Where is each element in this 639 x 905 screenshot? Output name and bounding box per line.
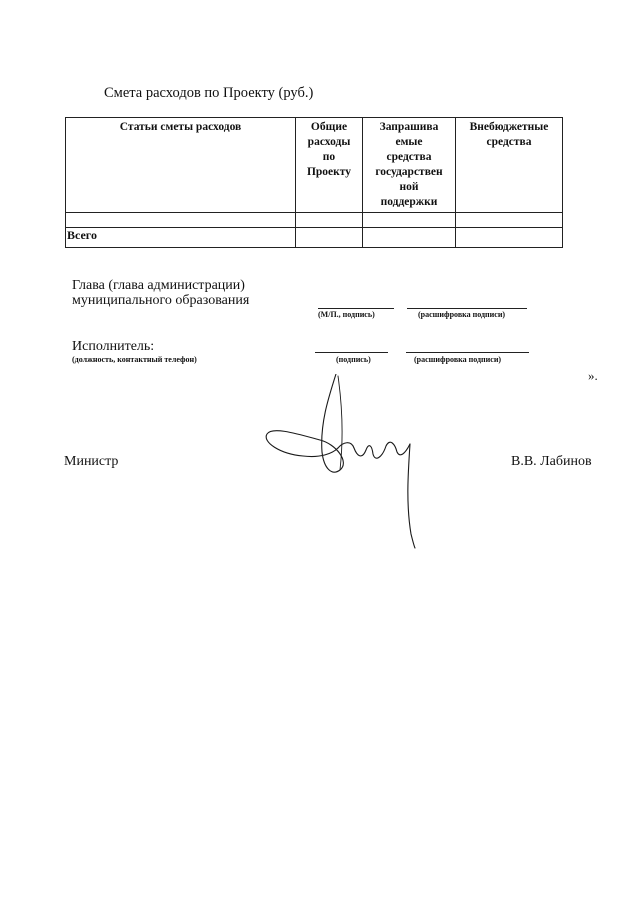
header-line: расходы bbox=[307, 136, 351, 148]
budget-table bbox=[65, 117, 563, 248]
table-cell bbox=[296, 213, 363, 228]
executor-signature-line bbox=[315, 352, 388, 353]
header-line: ной bbox=[399, 181, 419, 193]
table-cell bbox=[363, 213, 456, 228]
minister-name: В.В. Лабинов bbox=[511, 454, 592, 469]
executor-sublabel: (должность, контактный телефон) bbox=[72, 355, 197, 364]
header-cell bbox=[66, 118, 296, 213]
head-decode-line bbox=[407, 308, 527, 309]
header-line: Запрашива bbox=[379, 121, 439, 133]
header-cell bbox=[456, 118, 563, 213]
closing-quote: ». bbox=[588, 368, 598, 383]
head-title-line1: Глава (глава администрации) bbox=[72, 278, 245, 293]
table-cell bbox=[456, 213, 563, 228]
header-line: емые bbox=[395, 136, 423, 148]
head-title-line2: муниципального образования bbox=[72, 293, 250, 308]
table-cell bbox=[363, 228, 456, 248]
executor-sign-caption: (подпись) bbox=[336, 355, 371, 364]
header-line: средства bbox=[486, 136, 532, 148]
header-line: по bbox=[322, 151, 336, 163]
header-line: Внебюджетные bbox=[469, 121, 549, 133]
total-label: Всего bbox=[66, 228, 296, 248]
executor-label: Исполнитель: bbox=[72, 339, 155, 354]
table-cell bbox=[66, 213, 296, 228]
executor-decode-caption: (расшифровка подписи) bbox=[414, 355, 502, 364]
page-title: Смета расходов по Проекту (руб.) bbox=[104, 85, 314, 101]
table-header-row bbox=[66, 118, 563, 213]
header-line: поддержки bbox=[380, 196, 438, 208]
table-row bbox=[66, 213, 563, 228]
header-line: средства bbox=[386, 151, 432, 163]
table-cell bbox=[296, 228, 363, 248]
header-line: Проекту bbox=[306, 166, 352, 178]
table-total-row bbox=[66, 228, 563, 248]
header-cell bbox=[296, 118, 363, 213]
header-line: Статьи сметы расходов bbox=[119, 121, 242, 133]
header-line: Общие bbox=[310, 121, 348, 133]
table-cell bbox=[456, 228, 563, 248]
head-sign-caption: (М/П., подпись) bbox=[318, 310, 375, 319]
executor-decode-line bbox=[406, 352, 529, 353]
minister-title: Министр bbox=[64, 454, 119, 469]
header-cell bbox=[363, 118, 456, 213]
header-line: государствен bbox=[375, 166, 443, 178]
head-signature-line bbox=[318, 308, 394, 309]
handwritten-signature bbox=[258, 374, 428, 549]
head-decode-caption: (расшифровка подписи) bbox=[418, 310, 506, 319]
